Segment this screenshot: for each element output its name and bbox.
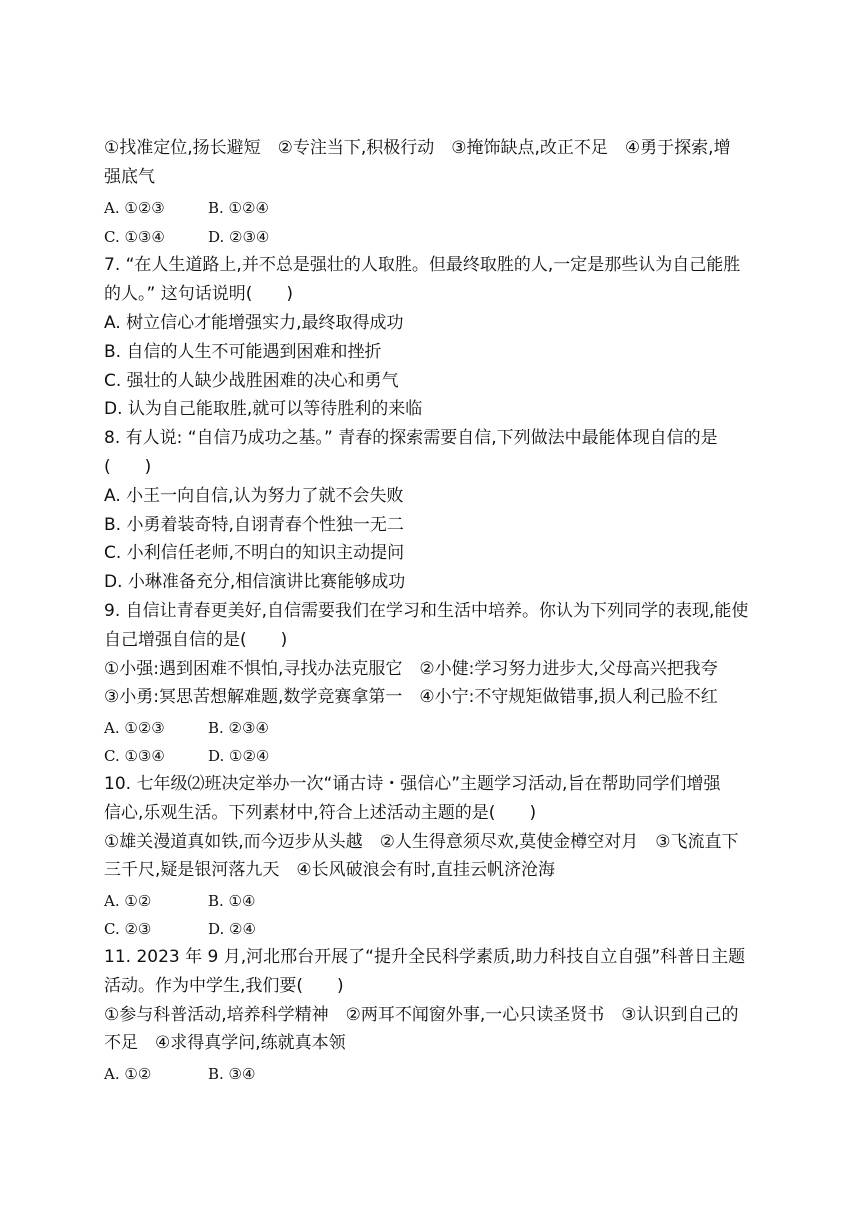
q6-options-row-2 [104,227,764,247]
q7-option-b: B. 自信的人生不可能遇到困难和挫折 [104,342,382,362]
q7-option-a: A. 树立信心才能增强实力,最终取得成功 [104,313,404,333]
q7-stem-line-2: 的人。” 这句话说明( ) [104,284,293,304]
q6-option-d: D. ②③④ [208,228,270,246]
q6-options-row-1 [104,198,764,218]
q9-options-row-2 [104,746,764,766]
q8-stem-line-1: 8. 有人说: “自信乃成功之基。” 青春的探索需要自信,下列做法中最能体现自信的是 [104,428,718,448]
q9-statements-line-1: ①小强:遇到困难不惧怕,寻找办法克服它 ②小健:学习努力进步大,父母高兴把我夸 [104,659,718,679]
q11-option-b: B. ③④ [208,1065,256,1083]
q10-stem-line-2: 信心,乐观生活。下列素材中,符合上述活动主题的是( ) [104,803,537,823]
q11-option-a: A. ①② [104,1065,152,1083]
q8-option-d: D. 小琳准备充分,相信演讲比赛能够成功 [104,572,406,592]
q10-statements-line-1: ①雄关漫道真如铁,而今迈步从头越 ②人生得意须尽欢,莫使金樽空对月 ③飞流直下 [104,832,739,852]
q10-option-c: C. ②③ [104,920,152,938]
q9-statements-line-2: ③小勇:冥思苦想解难题,数学竞赛拿第一 ④小宁:不守规矩做错事,损人利己脸不红 [104,687,718,707]
q10-options-row-2 [104,919,764,939]
q9-option-d: D. ①②④ [208,747,270,765]
q9-option-b: B. ②③④ [208,719,269,737]
q6-option-a: A. ①②③ [104,199,165,217]
q6-option-c: C. ①③④ [104,228,165,246]
q7-stem-line-1: 7. “在人生道路上,并不总是强壮的人取胜。但最终取胜的人,一定是那些认为自己能胜 [104,255,741,275]
q7-option-d: D. 认为自己能取胜,就可以等待胜利的来临 [104,399,423,419]
q11-stem-line-1: 11. 2023 年 9 月,河北邢台开展了“提升全民科学素质,助力科技自立自强”科普日主题 [104,947,746,967]
q10-option-d: D. ②④ [208,920,256,938]
q6-option-b: B. ①②④ [208,199,269,217]
q8-stem-line-2: ( ) [104,457,152,477]
q9-option-a: A. ①②③ [104,719,165,737]
q9-stem-line-1: 9. 自信让青春更美好,自信需要我们在学习和生活中培养。你认为下列同学的表现,能使 [104,601,749,621]
q10-options-row-1 [104,891,764,911]
q8-option-c: C. 小利信任老师,不明白的知识主动提问 [104,543,405,563]
q10-option-a: A. ①② [104,892,152,910]
q7-option-c: C. 强壮的人缺少战胜困难的决心和勇气 [104,371,399,391]
q6-statements-line-1: ①找准定位,扬长避短 ②专注当下,积极行动 ③掩饰缺点,改正不足 ④勇于探索,增 [104,138,731,158]
q11-statements-line-2: 不足 ④求得真学问,练就真本领 [104,1033,346,1053]
q10-option-b: B. ①④ [208,892,256,910]
q9-option-c: C. ①③④ [104,747,165,765]
q9-options-row-1 [104,718,764,738]
q10-stem-line-1: 10. 七年级⑵班决定举办一次“诵古诗・强信心”主题学习活动,旨在帮助同学们增强 [104,774,721,794]
q11-statements-line-1: ①参与科普活动,培养科学精神 ②两耳不闻窗外事,一心只读圣贤书 ③认识到自己的 [104,1005,739,1025]
q10-statements-line-2: 三千尺,疑是银河落九天 ④长风破浪会有时,直挂云帆济沧海 [104,860,556,880]
q6-statements-line-2: 强底气 [104,167,155,187]
q11-stem-line-2: 活动。作为中学生,我们要( ) [104,976,344,996]
q9-stem-line-2: 自己增强自信的是( ) [104,630,288,650]
q8-option-a: A. 小王一向自信,认为努力了就不会失败 [104,486,404,506]
q11-options-row-1 [104,1064,764,1084]
q8-option-b: B. 小勇着装奇特,自诩青春个性独一无二 [104,515,404,535]
